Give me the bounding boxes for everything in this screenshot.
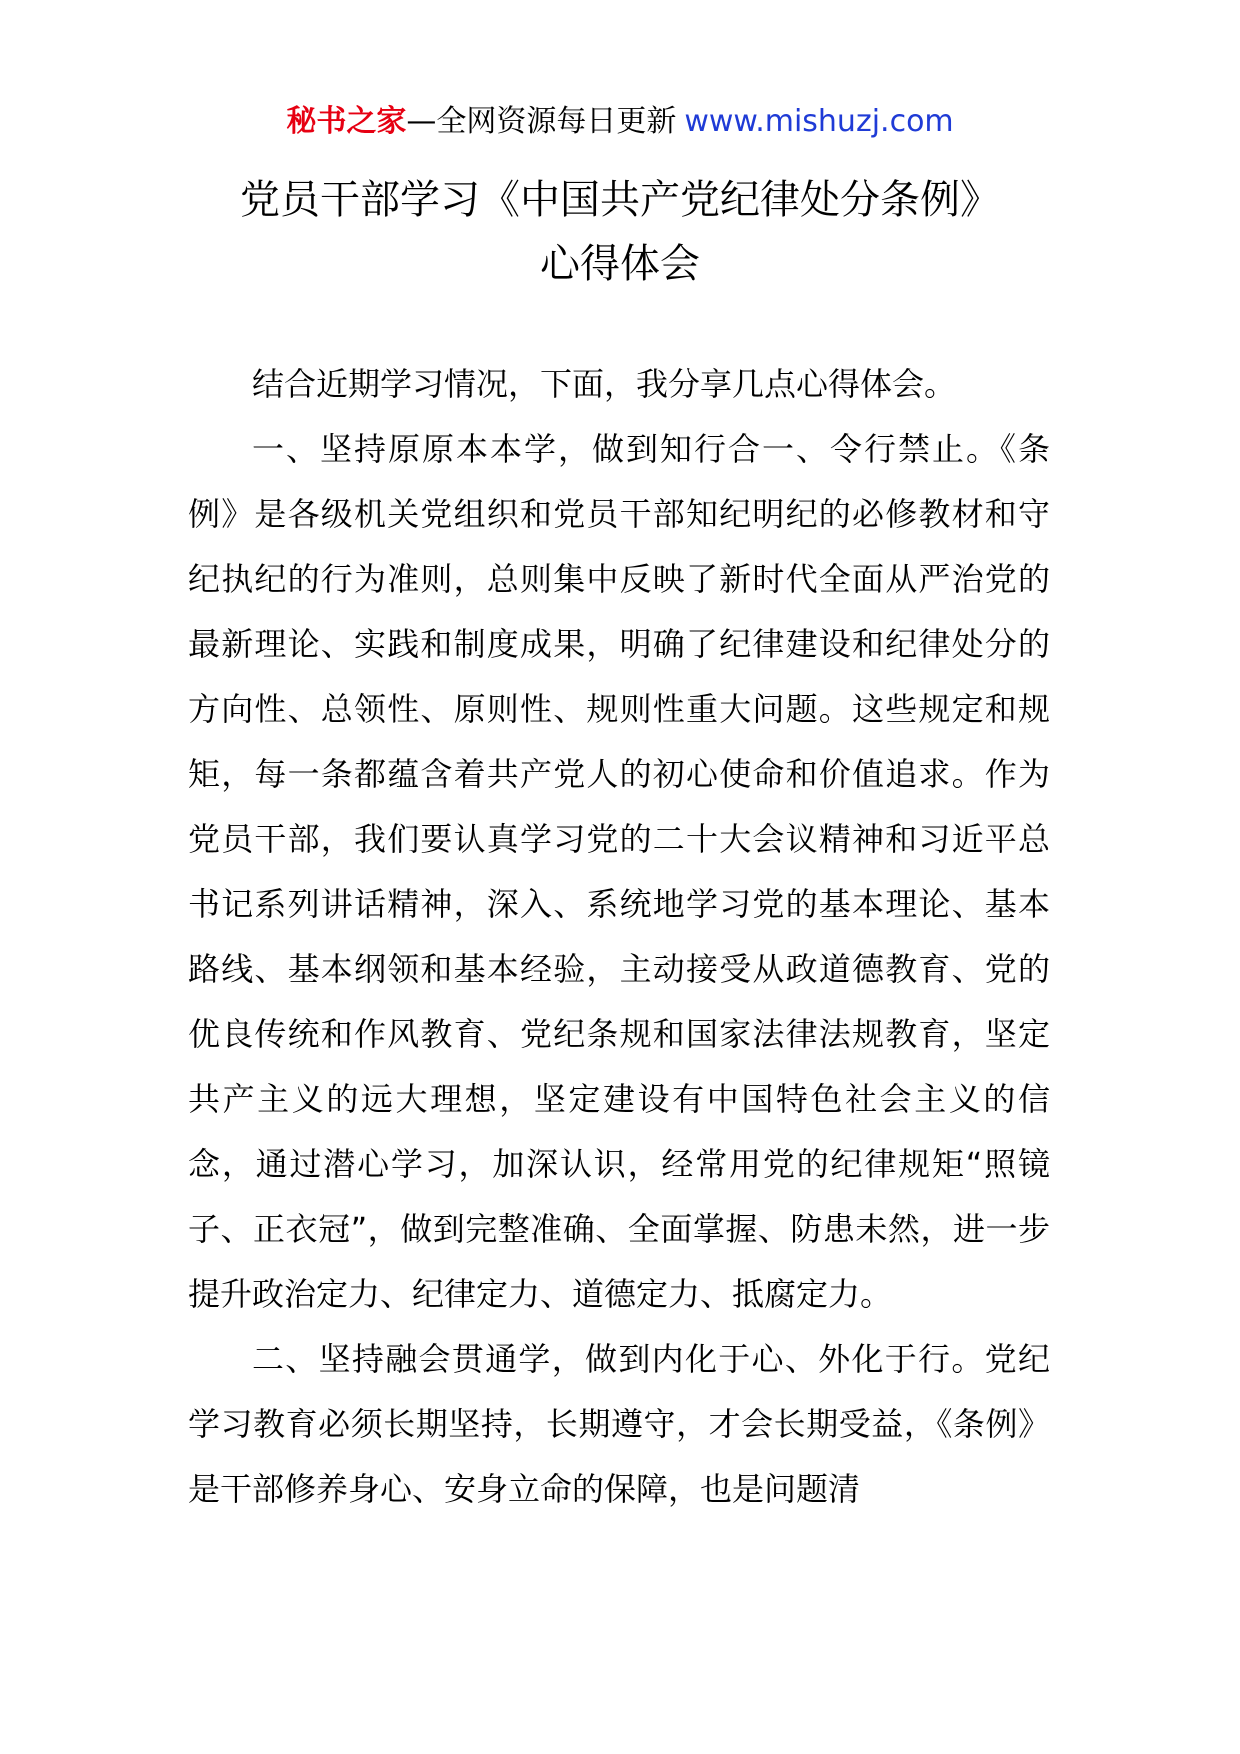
title-line-2: 心得体会 xyxy=(540,241,700,287)
section-2-paragraph xyxy=(188,1327,1050,1522)
site-header xyxy=(0,100,1240,144)
intro-text: 结合近期学习情况，下面，我分享几点心得体会。 xyxy=(252,365,957,403)
site-url-link[interactable]: www.mishuzj.com xyxy=(684,104,954,139)
intro-paragraph xyxy=(188,352,1050,417)
brand-name: 秘书之家 xyxy=(286,104,407,139)
section-2-text: 党纪学习教育必须长期坚持，长期遵守，才会长期受益，《条例》是干部修养身心、安身立命的保障，也是问题清 xyxy=(188,1340,1050,1508)
section-1-heading: 一、坚持原原本本学，做到知行合一、令行禁止。 xyxy=(252,430,1000,468)
title-line-1: 党员干部学习《中国共产党纪律处分条例》 xyxy=(240,177,1000,223)
section-1-text: 《条例》是各级机关党组织和党员干部知纪明纪的必修教材和守纪执纪的行为准则，总则集中反映了新时代全面从严治党的最新理论、实践和制度成果，明确了纪律建设和纪律处分的方向性、总领性、原则性、规则性重大问题。这些规定和规矩，每一条都蕴含着共产党人的初心使命和价值追求。作为党员干部，我们要认真学习党的二十大会议精神和习近平总书记系列讲话精神，深入、系统地学习党的基本理论、基本路线、基本纲领和基本经验，主动接受从政道德教育、党的优良传统和作风教育、党纪条规和国家法律法规教育，坚定共产主义的远大理想，坚定建设有中国特色社会主义的信念，通过潜心学习，加深认识，经常用党的纪律规矩“照镜子、正衣冠”，做到完整准确、全面掌握、防患未然，进一步提升政治定力、纪律定力、道德定力、抵腐定力。 xyxy=(188,430,1050,1313)
document-title xyxy=(0,168,1240,296)
header-slogan: —全网资源每日更新 xyxy=(406,104,677,139)
section-2-heading: 二、坚持融会贯通学，做到内化于心、外化于行。 xyxy=(252,1340,985,1378)
section-1-paragraph xyxy=(188,417,1050,1327)
document-body xyxy=(188,352,1050,1522)
